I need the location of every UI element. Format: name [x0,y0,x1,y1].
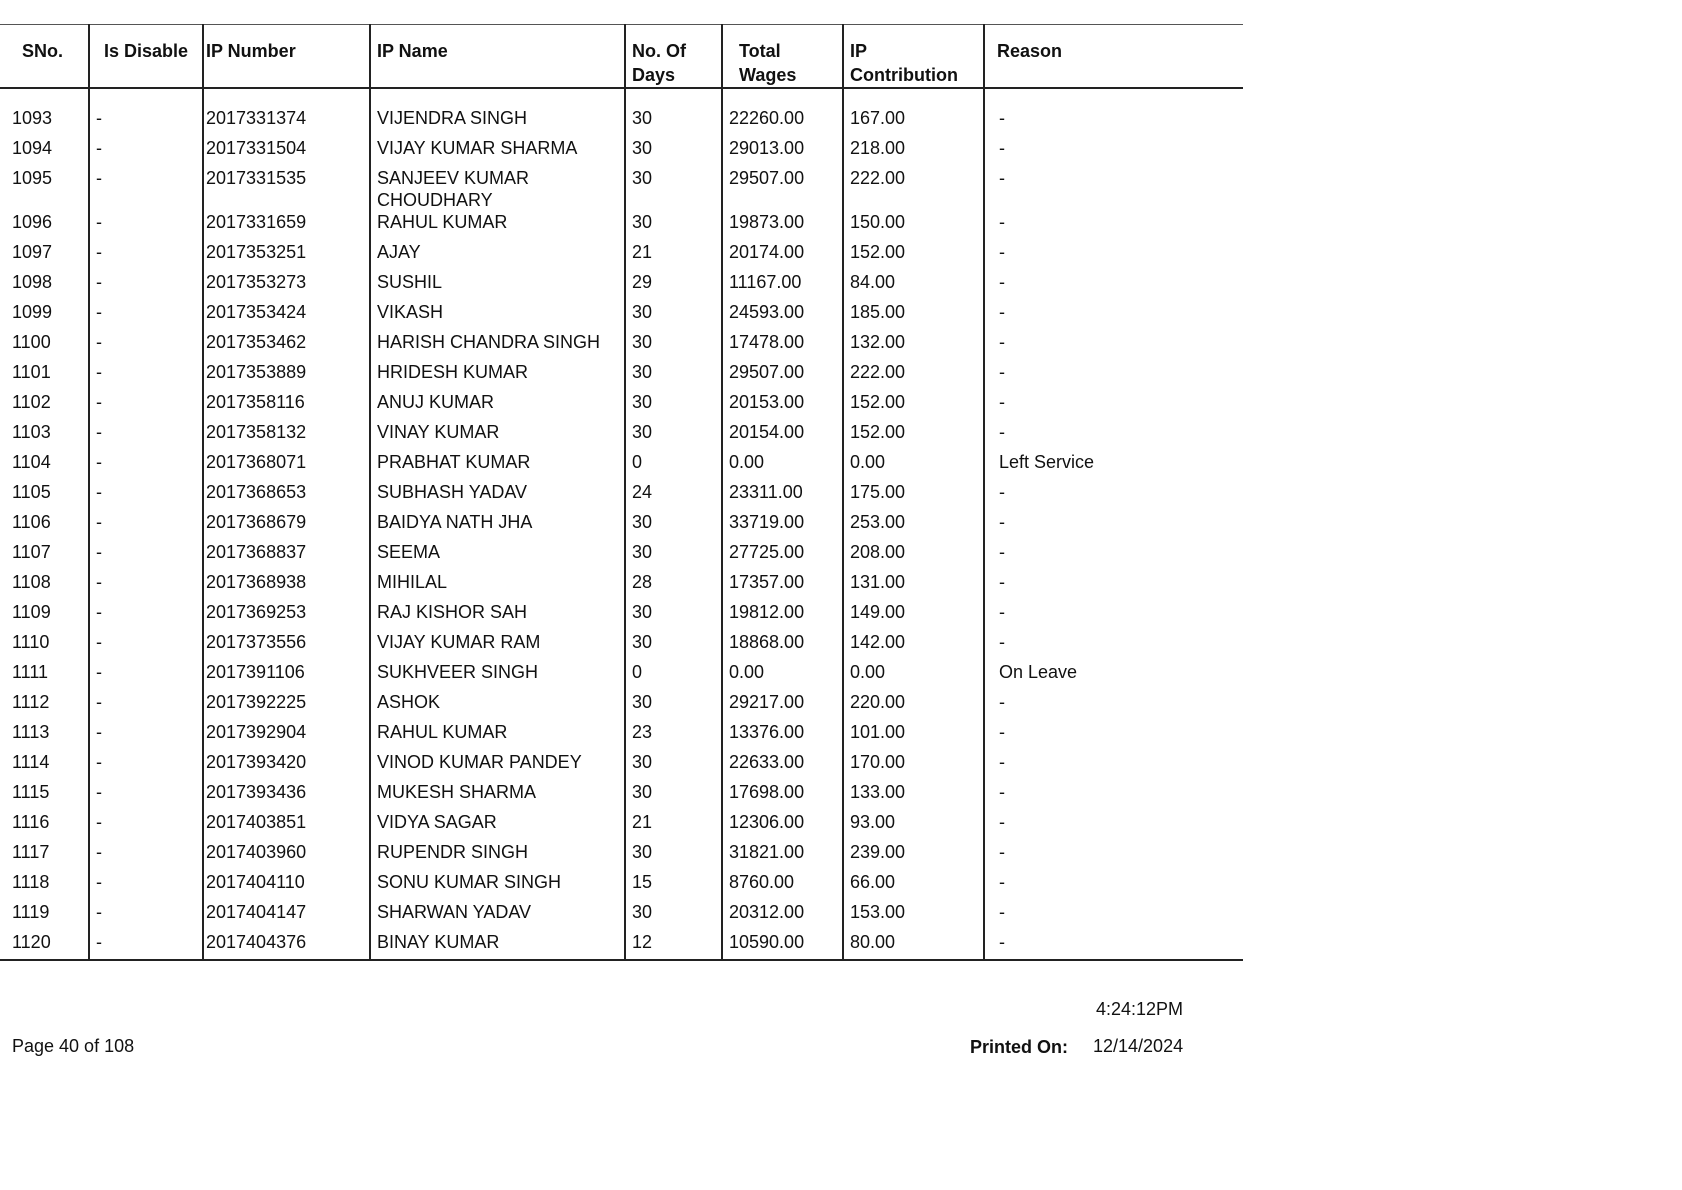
table-row [0,901,1243,931]
cell-sno: 1116 [12,812,50,832]
table-row [0,167,1243,211]
cell-ip-contribution: 149.00 [843,601,984,631]
cell-ip-name: SUBHASH YADAV [370,481,625,511]
table-row [0,481,1243,511]
cell-ip-name: HARISH CHANDRA SINGH [370,331,625,361]
cell-reason: - [984,631,1243,661]
cell-total-wages: 17698.00 [722,781,843,811]
cell-total-wages: 19873.00 [722,211,843,241]
table-header-row [0,25,1243,89]
cell-ip-contribution: 152.00 [843,421,984,451]
cell-sno: 1110 [12,632,50,652]
table-body [0,88,1243,960]
cell-ip-name: VINAY KUMAR [370,421,625,451]
cell-is-disable: - [89,901,203,931]
cell-ip-number: 2017393436 [203,781,370,811]
cell-ip-contribution: 84.00 [843,271,984,301]
cell-is-disable: - [89,88,203,137]
cell-ip-number: 2017369253 [203,601,370,631]
cell-sno: 1097 [12,242,53,262]
table-row [0,211,1243,241]
cell-is-disable: - [89,271,203,301]
cell-ip-number: 2017358132 [203,421,370,451]
cell-is-disable: - [89,511,203,541]
table-row [0,301,1243,331]
cell-no-of-days: 30 [625,421,722,451]
cell-ip-name: VIDYA SAGAR [370,811,625,841]
table-row [0,137,1243,167]
cell-sno: 1101 [12,362,51,382]
cell-reason: - [984,301,1243,331]
cell-sno: 1096 [12,212,53,232]
cell-ip-name: VIKASH [370,301,625,331]
cell-ip-name: VIJENDRA SINGH [370,88,625,137]
table-row [0,781,1243,811]
cell-ip-name: MUKESH SHARMA [370,781,625,811]
cell-total-wages: 29507.00 [722,167,843,211]
cell-ip-name: SHARWAN YADAV [370,901,625,931]
cell-reason: On Leave [984,661,1243,691]
cell-sno: 1107 [12,542,51,562]
cell-ip-contribution: 222.00 [843,361,984,391]
cell-ip-number: 2017353889 [203,361,370,391]
cell-reason: Left Service [984,451,1243,481]
cell-ip-name: RAHUL KUMAR [370,721,625,751]
cell-is-disable: - [89,691,203,721]
cell-total-wages: 29507.00 [722,361,843,391]
cell-ip-name: RUPENDR SINGH [370,841,625,871]
cell-no-of-days: 30 [625,691,722,721]
table-row [0,631,1243,661]
cell-total-wages: 12306.00 [722,811,843,841]
cell-ip-contribution: 101.00 [843,721,984,751]
cell-ip-number: 2017404376 [203,931,370,960]
cell-sno: 1104 [12,452,51,472]
cell-is-disable: - [89,931,203,960]
cell-is-disable: - [89,721,203,751]
cell-ip-name: BAIDYA NATH JHA [370,511,625,541]
cell-total-wages: 17357.00 [722,571,843,601]
cell-no-of-days: 30 [625,781,722,811]
cell-reason: - [984,271,1243,301]
cell-ip-number: 2017368938 [203,571,370,601]
cell-ip-number: 2017391106 [203,661,370,691]
cell-ip-contribution: 218.00 [843,137,984,167]
cell-no-of-days: 28 [625,571,722,601]
cell-ip-contribution: 253.00 [843,511,984,541]
cell-is-disable: - [89,841,203,871]
print-time: 4:24:12PM [1096,999,1184,1019]
table-row [0,451,1243,481]
cell-no-of-days: 30 [625,301,722,331]
cell-reason: - [984,571,1243,601]
cell-sno: 1120 [12,932,51,952]
cell-no-of-days: 12 [625,931,722,960]
cell-ip-name: PRABHAT KUMAR [370,451,625,481]
cell-sno: 1118 [12,872,50,892]
cell-ip-number: 2017358116 [203,391,370,421]
cell-ip-number: 2017392225 [203,691,370,721]
cell-ip-name: VIJAY KUMAR RAM [370,631,625,661]
cell-is-disable: - [89,811,203,841]
cell-is-disable: - [89,167,203,211]
cell-ip-name: SANJEEV KUMAR CHOUDHARY [370,167,625,211]
table-row [0,661,1243,691]
cell-ip-number: 2017373556 [203,631,370,661]
cell-reason: - [984,931,1243,960]
cell-is-disable: - [89,871,203,901]
cell-ip-name: ANUJ KUMAR [370,391,625,421]
cell-ip-number: 2017331504 [203,137,370,167]
cell-ip-contribution: 239.00 [843,841,984,871]
cell-is-disable: - [89,241,203,271]
table-row [0,871,1243,901]
cell-ip-contribution: 93.00 [843,811,984,841]
cell-is-disable: - [89,781,203,811]
cell-sno: 1108 [12,572,51,592]
table-row [0,361,1243,391]
cell-total-wages: 11167.00 [722,271,843,301]
cell-ip-number: 2017353424 [203,301,370,331]
cell-ip-contribution: 167.00 [843,88,984,137]
cell-reason: - [984,331,1243,361]
cell-ip-contribution: 150.00 [843,211,984,241]
cell-total-wages: 22260.00 [722,88,843,137]
cell-no-of-days: 30 [625,211,722,241]
cell-is-disable: - [89,301,203,331]
header-ip-contribution [843,25,984,89]
cell-no-of-days: 21 [625,811,722,841]
cell-reason: - [984,781,1243,811]
cell-ip-name: RAJ KISHOR SAH [370,601,625,631]
cell-ip-number: 2017331374 [203,88,370,137]
cell-ip-contribution: 152.00 [843,241,984,271]
header-total-wages-line2: Wages [739,65,797,85]
cell-ip-contribution: 80.00 [843,931,984,960]
cell-ip-name: BINAY KUMAR [370,931,625,960]
cell-ip-number: 2017368679 [203,511,370,541]
cell-sno: 1106 [12,512,51,532]
cell-sno: 1119 [12,902,50,922]
cell-reason: - [984,691,1243,721]
cell-ip-name: SUKHVEER SINGH [370,661,625,691]
cell-ip-name: VIJAY KUMAR SHARMA [370,137,625,167]
header-reason: Reason [984,25,1243,89]
cell-reason: - [984,137,1243,167]
cell-sno: 1100 [12,332,51,352]
cell-is-disable: - [89,571,203,601]
cell-sno: 1114 [12,752,50,772]
cell-reason: - [984,481,1243,511]
page-info: Page 40 of 108 [12,1036,135,1056]
cell-no-of-days: 30 [625,541,722,571]
cell-sno: 1113 [12,722,50,742]
table-row [0,571,1243,601]
cell-ip-name: SEEMA [370,541,625,571]
cell-is-disable: - [89,211,203,241]
cell-ip-contribution: 185.00 [843,301,984,331]
cell-total-wages: 19812.00 [722,601,843,631]
cell-is-disable: - [89,451,203,481]
cell-no-of-days: 30 [625,167,722,211]
cell-ip-number: 2017404147 [203,901,370,931]
header-ip-name: IP Name [370,25,625,89]
cell-reason: - [984,541,1243,571]
cell-ip-name: SUSHIL [370,271,625,301]
cell-sno: 1093 [12,108,53,128]
cell-reason: - [984,751,1243,781]
cell-total-wages: 20174.00 [722,241,843,271]
table-row [0,271,1243,301]
cell-total-wages: 13376.00 [722,721,843,751]
cell-no-of-days: 29 [625,271,722,301]
cell-reason: - [984,241,1243,271]
cell-reason: - [984,167,1243,211]
cell-is-disable: - [89,361,203,391]
cell-no-of-days: 30 [625,631,722,661]
cell-ip-number: 2017404110 [203,871,370,901]
cell-reason: - [984,511,1243,541]
cell-ip-number: 2017368837 [203,541,370,571]
cell-ip-number: 2017353251 [203,241,370,271]
cell-ip-contribution: 222.00 [843,167,984,211]
cell-ip-number: 2017353273 [203,271,370,301]
cell-ip-name: SONU KUMAR SINGH [370,871,625,901]
cell-ip-number: 2017368071 [203,451,370,481]
cell-ip-contribution: 175.00 [843,481,984,511]
cell-ip-contribution: 208.00 [843,541,984,571]
cell-ip-contribution: 66.00 [843,871,984,901]
table-row [0,541,1243,571]
cell-ip-contribution: 153.00 [843,901,984,931]
ip-contribution-table [0,24,1243,961]
cell-no-of-days: 30 [625,841,722,871]
cell-sno: 1103 [12,422,51,442]
cell-sno: 1117 [12,842,50,862]
cell-total-wages: 33719.00 [722,511,843,541]
cell-ip-number: 2017403960 [203,841,370,871]
cell-is-disable: - [89,541,203,571]
cell-no-of-days: 30 [625,601,722,631]
cell-total-wages: 17478.00 [722,331,843,361]
header-no-of-days-line2: Days [632,65,676,85]
cell-ip-contribution: 133.00 [843,781,984,811]
cell-total-wages: 0.00 [722,661,843,691]
cell-sno: 1099 [12,302,53,322]
table-row [0,811,1243,841]
cell-total-wages: 20154.00 [722,421,843,451]
cell-no-of-days: 0 [625,661,722,691]
cell-ip-name: VINOD KUMAR PANDEY [370,751,625,781]
cell-total-wages: 22633.00 [722,751,843,781]
cell-reason: - [984,871,1243,901]
header-ip-contribution-line1: IP [850,41,868,61]
cell-reason: - [984,811,1243,841]
cell-sno: 1105 [12,482,51,502]
header-no-of-days [625,25,722,89]
cell-is-disable: - [89,421,203,451]
cell-no-of-days: 30 [625,901,722,931]
cell-total-wages: 18868.00 [722,631,843,661]
printed-on-label: Printed On: [970,1037,1068,1057]
cell-ip-number: 2017393420 [203,751,370,781]
cell-no-of-days: 30 [625,137,722,167]
cell-ip-name: AJAY [370,241,625,271]
cell-ip-number: 2017353462 [203,331,370,361]
table-row [0,721,1243,751]
header-total-wages [722,25,843,89]
cell-ip-name: RAHUL KUMAR [370,211,625,241]
cell-reason: - [984,601,1243,631]
table-row [0,751,1243,781]
header-total-wages-line1: Total [739,41,781,61]
cell-ip-contribution: 142.00 [843,631,984,661]
table-row [0,691,1243,721]
cell-is-disable: - [89,661,203,691]
cell-ip-number: 2017331535 [203,167,370,211]
cell-ip-name: ASHOK [370,691,625,721]
cell-ip-contribution: 220.00 [843,691,984,721]
header-ip-number: IP Number [203,25,370,89]
cell-total-wages: 24593.00 [722,301,843,331]
cell-sno: 1111 [12,662,49,682]
table-row [0,601,1243,631]
cell-total-wages: 31821.00 [722,841,843,871]
cell-ip-contribution: 131.00 [843,571,984,601]
cell-sno: 1094 [12,138,53,158]
report-table-container [0,24,1243,961]
cell-is-disable: - [89,137,203,167]
cell-total-wages: 29013.00 [722,137,843,167]
cell-is-disable: - [89,331,203,361]
cell-ip-name: HRIDESH KUMAR [370,361,625,391]
table-row [0,511,1243,541]
table-row [0,88,1243,137]
cell-reason: - [984,361,1243,391]
cell-ip-contribution: 152.00 [843,391,984,421]
cell-ip-contribution: 132.00 [843,331,984,361]
table-row [0,331,1243,361]
cell-ip-contribution: 0.00 [843,451,984,481]
cell-total-wages: 10590.00 [722,931,843,960]
header-ip-contribution-line2: Contribution [850,65,958,85]
cell-no-of-days: 21 [625,241,722,271]
cell-ip-number: 2017368653 [203,481,370,511]
cell-ip-contribution: 170.00 [843,751,984,781]
cell-ip-number: 2017331659 [203,211,370,241]
cell-no-of-days: 15 [625,871,722,901]
cell-is-disable: - [89,391,203,421]
cell-total-wages: 29217.00 [722,691,843,721]
cell-sno: 1115 [12,782,50,802]
cell-no-of-days: 30 [625,88,722,137]
cell-is-disable: - [89,631,203,661]
header-sno: SNo. [22,41,64,61]
cell-is-disable: - [89,481,203,511]
cell-ip-contribution: 0.00 [843,661,984,691]
cell-no-of-days: 23 [625,721,722,751]
cell-no-of-days: 30 [625,331,722,361]
cell-sno: 1095 [12,168,53,188]
cell-reason: - [984,721,1243,751]
cell-total-wages: 0.00 [722,451,843,481]
cell-total-wages: 27725.00 [722,541,843,571]
cell-sno: 1112 [12,692,50,712]
cell-reason: - [984,88,1243,137]
cell-ip-name: MIHILAL [370,571,625,601]
cell-reason: - [984,211,1243,241]
cell-no-of-days: 24 [625,481,722,511]
header-is-disable: Is Disable [89,25,203,89]
cell-total-wages: 20153.00 [722,391,843,421]
cell-reason: - [984,841,1243,871]
cell-no-of-days: 30 [625,391,722,421]
cell-reason: - [984,421,1243,451]
cell-total-wages: 23311.00 [722,481,843,511]
cell-is-disable: - [89,751,203,781]
table-row [0,841,1243,871]
table-row [0,241,1243,271]
cell-no-of-days: 30 [625,511,722,541]
cell-no-of-days: 0 [625,451,722,481]
cell-ip-number: 2017392904 [203,721,370,751]
cell-sno: 1098 [12,272,53,292]
cell-is-disable: - [89,601,203,631]
cell-no-of-days: 30 [625,361,722,391]
cell-reason: - [984,391,1243,421]
header-no-of-days-line1: No. Of [632,41,686,61]
cell-total-wages: 20312.00 [722,901,843,931]
table-row [0,391,1243,421]
table-row [0,931,1243,960]
cell-sno: 1109 [12,602,51,622]
cell-total-wages: 8760.00 [722,871,843,901]
cell-ip-number: 2017403851 [203,811,370,841]
cell-sno: 1102 [12,392,51,412]
table-row [0,421,1243,451]
cell-reason: - [984,901,1243,931]
printed-on-date: 12/14/2024 [1093,1036,1184,1056]
cell-no-of-days: 30 [625,751,722,781]
